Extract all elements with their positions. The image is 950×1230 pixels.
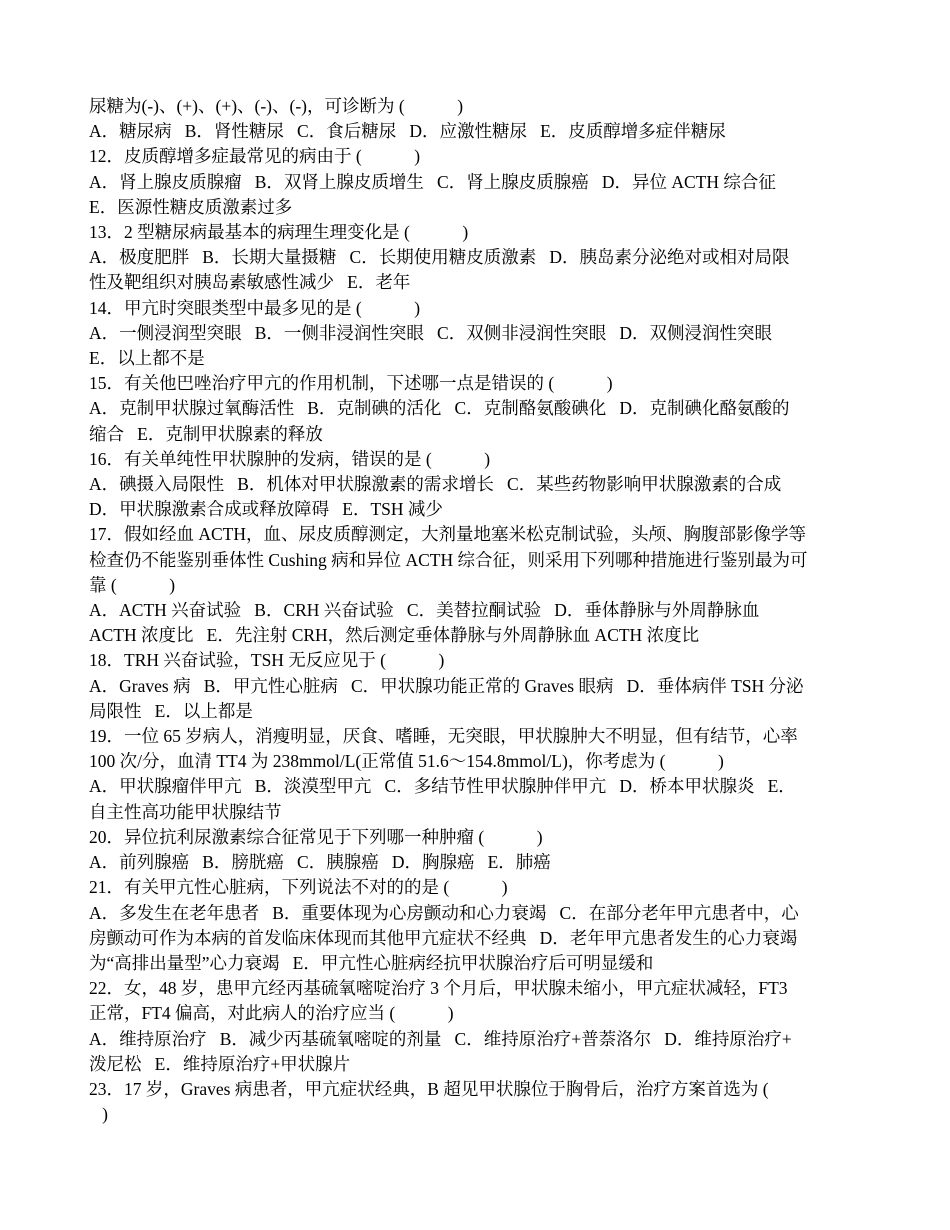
question-stem: 23．17 岁，Graves 病患者，甲亢症状经典，B 超见甲状腺位于胸骨后，治疗方案首选为 (	[89, 1078, 769, 1099]
answer-options: 自主性高功能甲状腺结节	[89, 801, 282, 822]
question-18	[89, 648, 859, 724]
answer-options: 房颤动可作为本病的首发临床体现而其他甲亢症状不经典 D．老年甲亢患者发生的心力衰竭	[89, 927, 798, 948]
question-stem: 检查仍不能鉴别垂体性 Cushing 病和异位 ACTH 综合征，则采用下列哪种措施进行鉴别最为可	[89, 549, 808, 570]
answer-options: A．前列腺癌 B．膀胱癌 C．胰腺癌 D．胸腺癌 E．肺癌	[89, 852, 551, 873]
document-page	[89, 94, 859, 1127]
question-16	[89, 447, 859, 523]
answer-options: A．极度肥胖 B．长期大量摄糖 C．长期使用糖皮质激素 D．胰岛素分泌绝对或相对局限	[89, 247, 790, 268]
question-11-tail	[89, 94, 859, 144]
question-13	[89, 220, 859, 296]
question-21	[89, 875, 859, 976]
question-stem: 22．女，48 岁，患甲亢经丙基硫氧嘧啶治疗 3 个月后，甲状腺未缩小，甲亢症状减轻，FT3	[89, 978, 788, 999]
question-stem: 靠 ( )	[89, 574, 176, 595]
answer-options: 泼尼松 E．维持原治疗+甲状腺片	[89, 1053, 351, 1074]
answer-options: A．维持原治疗 B．减少丙基硫氧嘧啶的剂量 C．维持原治疗+普萘洛尔 D．维持原治疗+	[89, 1028, 792, 1049]
answer-options: A．一侧浸润型突眼 B．一侧非浸润性突眼 C．双侧非浸润性突眼 D．双侧浸润性突眼	[89, 322, 772, 343]
question-23	[89, 1077, 859, 1127]
answer-options: A．Graves 病 B．甲亢性心脏病 C．甲状腺功能正常的 Graves 眼病 D．垂体病伴 TSH 分泌	[89, 675, 804, 696]
answer-options: 缩合 E．克制甲状腺素的释放	[89, 423, 323, 444]
question-stem: 21．有关甲亢性心脏病，下列说法不对的的是 ( )	[89, 877, 508, 898]
answer-options: E．医源性糖皮质激素过多	[89, 196, 293, 217]
question-20	[89, 825, 859, 875]
question-stem: 尿糖为(-)、(+)、(+)、(-)、(-)，可诊断为 ( )	[89, 96, 464, 116]
question-stem: 13．2 型糖尿病最基本的病理生理变化是 ( )	[89, 222, 469, 243]
question-stem: 20．异位抗利尿激素综合征常见于下列哪一种肿瘤 ( )	[89, 826, 543, 847]
question-15	[89, 371, 859, 447]
question-stem: 14．甲亢时突眼类型中最多见的是 ( )	[89, 297, 421, 318]
question-17	[89, 522, 859, 648]
answer-options: 为“高排出量型”心力衰竭 E．甲亢性心脏病经抗甲状腺治疗后可明显缓和	[89, 952, 654, 973]
question-12	[89, 144, 859, 220]
answer-options: A．ACTH 兴奋试验 B．CRH 兴奋试验 C．美替拉酮试验 D．垂体静脉与外周静脉血	[89, 600, 760, 621]
question-22	[89, 976, 859, 1077]
question-stem: )	[89, 1104, 108, 1125]
answer-options: E．以上都不是	[89, 348, 205, 369]
answer-options: A．甲状腺瘤伴甲亢 B．淡漠型甲亢 C．多结节性甲状腺肿伴甲亢 D．桥本甲状腺炎 E．	[89, 776, 796, 797]
question-stem: 17．假如经血 ACTH，血、尿皮质醇测定，大剂量地塞米松克制试验，头颅、胸腹部影像学等	[89, 524, 807, 545]
answer-options: A．多发生在老年患者 B．重要体现为心房颤动和心力衰竭 C．在部分老年甲亢患者中，心	[89, 902, 799, 923]
answer-options: D．甲状腺激素合成或释放障碍 E．TSH 减少	[89, 499, 443, 520]
answer-options: 性及靶组织对胰岛素敏感性减少 E．老年	[89, 272, 411, 293]
question-stem: 12．皮质醇增多症最常见的病由于 ( )	[89, 146, 421, 167]
answer-options: A．肾上腺皮质腺瘤 B．双肾上腺皮质增生 C．肾上腺皮质腺癌 D．异位 ACTH 综合征	[89, 171, 776, 192]
answer-options: ACTH 浓度比 E．先注射 CRH，然后测定垂体静脉与外周静脉血 ACTH 浓度比	[89, 625, 700, 646]
question-19	[89, 724, 859, 825]
answer-options: A．碘摄入局限性 B．机体对甲状腺激素的需求增长 C．某些药物影响甲状腺激素的合成	[89, 474, 782, 495]
question-stem: 100 次/分，血清 TT4 为 238mmol/L(正常值 51.6～154.8mmol/L)，你考虑为 ( )	[89, 751, 724, 772]
question-stem: 正常，FT4 偏高，对此病人的治疗应当 ( )	[89, 1003, 454, 1024]
answer-options: A．糖尿病 B．肾性糖尿 C．食后糖尿 D．应激性糖尿 E．皮质醇增多症伴糖尿	[89, 121, 726, 142]
question-stem: 15．有关他巴唑治疗甲亢的作用机制，下述哪一点是错误的 ( )	[89, 373, 613, 394]
question-stem: 16．有关单纯性甲状腺肿的发病，错误的是 ( )	[89, 448, 491, 469]
question-stem: 18．TRH 兴奋试验，TSH 无反应见于 ( )	[89, 650, 445, 671]
answer-options: A．克制甲状腺过氧酶活性 B．克制碘的活化 C．克制酪氨酸碘化 D．克制碘化酪氨酸的	[89, 398, 790, 419]
question-stem: 19．一位 65 岁病人，消瘦明显，厌食、嗜睡，无突眼，甲状腺肿大不明显，但有结节，心率	[89, 726, 798, 747]
answer-options: 局限性 E．以上都是	[89, 700, 253, 721]
question-14	[89, 296, 859, 372]
